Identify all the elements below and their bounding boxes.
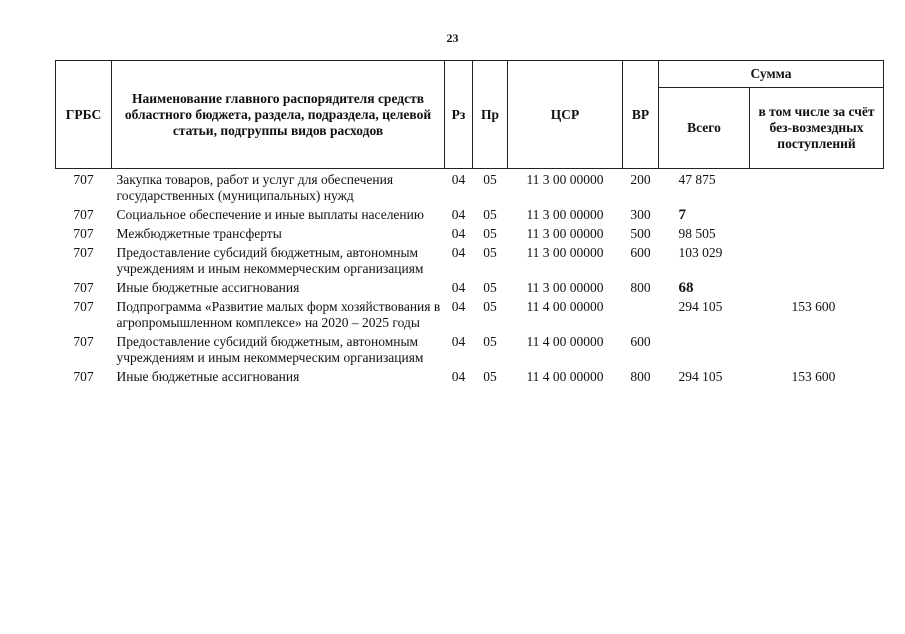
header-sum: Сумма [659, 61, 884, 88]
cell-grbs: 707 [73, 226, 94, 241]
cell-total: 294 105 [678, 299, 723, 314]
cell-csr: 11 3 00 00000 [526, 280, 604, 295]
cell-total [659, 331, 750, 366]
budget-table-wrapper [55, 60, 884, 385]
page-number: 23 [446, 31, 459, 45]
table-row [56, 242, 884, 277]
cell-pr: 05 [483, 280, 497, 295]
cell-rz: 04 [451, 172, 466, 187]
cell-rz: 04 [451, 245, 466, 260]
cell-pr: 05 [483, 369, 497, 384]
cell-grbs: 707 [73, 280, 94, 295]
header-rz: Рз [445, 61, 473, 169]
cell-rz: 04 [451, 207, 466, 222]
cell-name: Иные бюджетные ассигнования [116, 369, 300, 384]
cell-total: 47 875 [678, 172, 716, 187]
cell-csr: 11 4 00 00000 [526, 369, 604, 384]
cell-csr: 11 3 00 00000 [526, 226, 604, 241]
cell-grbs: 707 [73, 207, 94, 222]
cell-free: 153 600 [791, 369, 836, 384]
cell-csr: 11 3 00 00000 [526, 245, 604, 260]
cell-grbs: 707 [73, 334, 94, 349]
cell-csr: 11 4 00 00000 [526, 299, 604, 314]
header-pr: Пр [473, 61, 508, 169]
cell-vr: 300 [630, 207, 651, 222]
table-row [56, 277, 884, 296]
header-total: Всего [659, 88, 750, 169]
cell-vr [623, 296, 659, 331]
cell-csr: 11 3 00 00000 [526, 207, 604, 222]
table-row [56, 296, 884, 331]
cell-grbs: 707 [73, 245, 94, 260]
cell-rz: 04 [451, 334, 466, 349]
cell-free [750, 277, 884, 296]
cell-name: Предоставление субсидий бюджетным, автономным учреждениям и иным некоммерческим организациям [116, 245, 424, 276]
cell-name: Иные бюджетные ассигнования [116, 280, 300, 295]
cell-free: 153 600 [791, 299, 836, 314]
header-free: в том числе за счёт без-возмездных поступлений [750, 88, 884, 169]
cell-name: Закупка товаров, работ и услуг для обеспечения государственных (муниципальных) нужд [116, 172, 394, 203]
cell-rz: 04 [451, 280, 466, 295]
cell-total: 103 029 [678, 245, 723, 260]
table-body [56, 169, 884, 386]
table-row [56, 204, 884, 223]
header-vr: ВР [623, 61, 659, 169]
cell-grbs: 707 [73, 299, 94, 314]
cell-rz: 04 [451, 226, 466, 241]
cell-rz: 04 [451, 299, 466, 314]
cell-pr: 05 [483, 334, 497, 349]
cell-name: Предоставление субсидий бюджетным, автономным учреждениям и иным некоммерческим организациям [116, 334, 424, 365]
cell-free [750, 223, 884, 242]
table-row [56, 366, 884, 385]
cell-grbs: 707 [73, 369, 94, 384]
cell-name: Социальное обеспечение и иные выплаты населению [116, 207, 424, 222]
budget-table [55, 60, 884, 385]
cell-total: 7 [678, 207, 686, 223]
header-csr: ЦСР [508, 61, 623, 169]
cell-pr: 05 [483, 207, 497, 222]
cell-free [750, 204, 884, 223]
cell-vr: 800 [630, 369, 651, 384]
cell-name: Межбюджетные трансферты [116, 226, 282, 241]
header-name: Наименование главного распорядителя средств областного бюджета, раздела, подраздела, целевой статьи, подгруппы видов расходов [112, 61, 445, 169]
cell-free [750, 169, 884, 205]
table-row [56, 223, 884, 242]
table-header [56, 61, 884, 169]
table-row [56, 331, 884, 366]
cell-rz: 04 [451, 369, 466, 384]
cell-vr: 600 [630, 334, 651, 349]
cell-csr: 11 3 00 00000 [526, 172, 604, 187]
cell-vr: 600 [630, 245, 651, 260]
cell-total: 68 [678, 280, 694, 296]
cell-vr: 800 [630, 280, 651, 295]
cell-pr: 05 [483, 299, 497, 314]
cell-vr: 500 [630, 226, 651, 241]
cell-pr: 05 [483, 172, 497, 187]
cell-total: 98 505 [678, 226, 716, 241]
cell-name: Подпрограмма «Развитие малых форм хозяйствования в агропромышленном комплексе» на 2020 – 2025 годы [116, 299, 441, 330]
header-grbs: ГРБС [56, 61, 112, 169]
cell-total: 294 105 [678, 369, 723, 384]
cell-pr: 05 [483, 245, 497, 260]
cell-free [750, 242, 884, 277]
table-row [56, 169, 884, 205]
cell-pr: 05 [483, 226, 497, 241]
cell-grbs: 707 [73, 172, 94, 187]
cell-csr: 11 4 00 00000 [526, 334, 604, 349]
cell-free [750, 331, 884, 366]
cell-vr: 200 [630, 172, 651, 187]
